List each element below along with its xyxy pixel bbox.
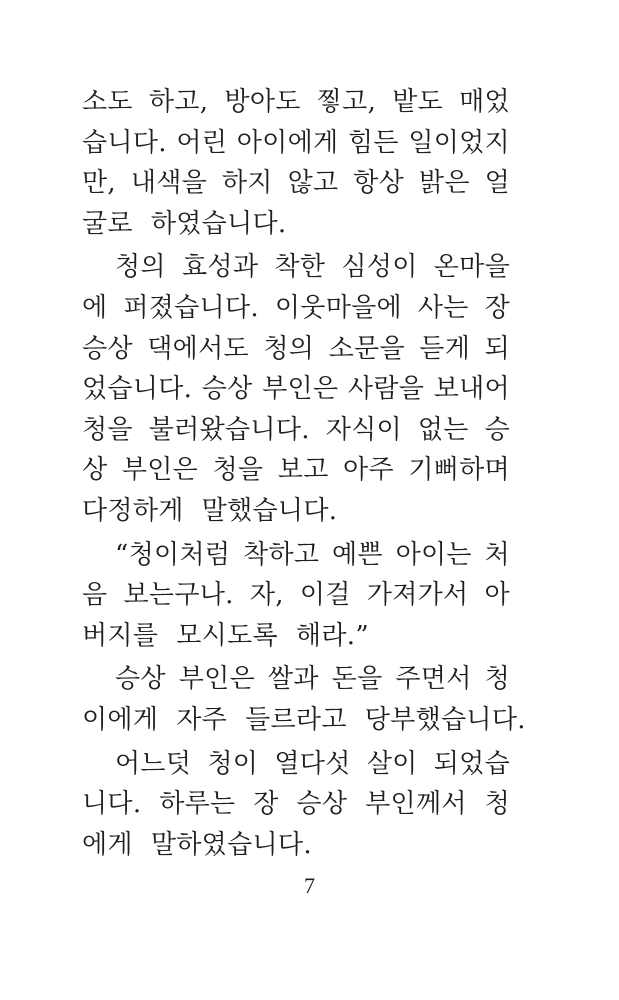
paragraph bbox=[82, 247, 510, 531]
paragraph bbox=[82, 659, 526, 740]
text-line: 승상 댁에서도 청의 소문을 듣게 되 bbox=[82, 333, 510, 364]
text-line: 니다. 하루는 장 승상 부인께서 청 bbox=[82, 789, 510, 820]
text-line: 음 보는구나. 자, 이걸 가져가서 아 bbox=[82, 580, 510, 611]
text-line: 었습니다. 승상 부인은 사람을 보내어 bbox=[82, 374, 510, 405]
text-line: 청의 효성과 착한 심성이 온마을 bbox=[115, 252, 510, 283]
text-line: 만, 내색을 하지 않고 항상 밝은 얼 bbox=[82, 168, 510, 199]
paragraph bbox=[82, 82, 510, 244]
text-line: 어느덧 청이 열다섯 살이 되었습 bbox=[115, 748, 510, 779]
text-line: 굴로 하였습니다. bbox=[82, 208, 287, 239]
text-line: 청을 불러왔습니다. 자식이 없는 승 bbox=[82, 414, 510, 445]
page-number: 7 bbox=[304, 873, 315, 898]
text-line: 승상 부인은 쌀과 돈을 주면서 청 bbox=[115, 664, 510, 695]
text-line: 습니다. 어린 아이에게 힘든 일이었지 bbox=[82, 127, 510, 158]
text-line: 소도 하고, 방아도 찧고, 밭도 매었 bbox=[82, 87, 510, 117]
paragraph bbox=[82, 744, 510, 866]
paragraph bbox=[82, 535, 510, 657]
body-text bbox=[82, 82, 526, 865]
text-line: 상 부인은 청을 보고 아주 기뻐하며 bbox=[82, 455, 510, 486]
text-line: 다정하게 말했습니다. bbox=[82, 495, 338, 526]
text-line: 버지를 모시도록 해라.” bbox=[82, 620, 369, 651]
text-line: 이에게 자주 들르라고 당부했습니다. bbox=[82, 704, 526, 735]
text-line: 에 퍼졌습니다. 이웃마을에 사는 장 bbox=[82, 292, 510, 323]
text-line: 에게 말하였습니다. bbox=[82, 829, 312, 860]
text-line: “청이처럼 착하고 예쁜 아이는 처 bbox=[115, 539, 510, 570]
